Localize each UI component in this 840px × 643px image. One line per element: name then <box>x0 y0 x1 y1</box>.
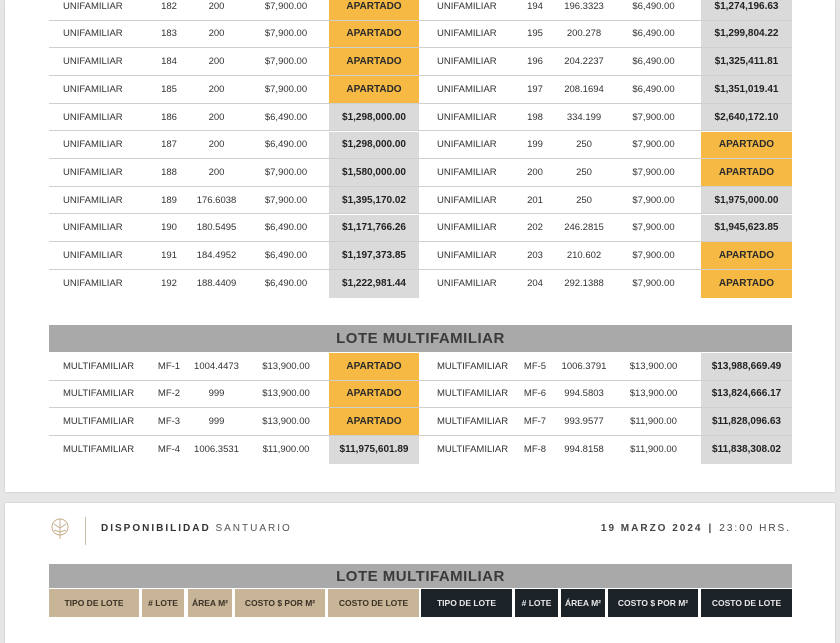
date-text: 19 MARZO 2024 <box>600 522 703 534</box>
left-area-cell: 200 <box>208 111 225 123</box>
right-tipo-cell: UNIFAMILIAR <box>437 278 497 290</box>
left-lote-cell: 189 <box>161 194 177 206</box>
right-tipo-cell: UNIFAMILIAR <box>437 0 497 12</box>
santuario-logo-icon <box>49 513 71 543</box>
right-tipo-cell: MULTIFAMILIAR <box>437 444 509 456</box>
right-tipo-cell: UNIFAMILIAR <box>437 250 497 262</box>
right-tipo-cell: MULTIFAMILIAR <box>437 388 509 400</box>
right-lot-cost-cell: $13,988,669.49 <box>701 353 792 380</box>
left-tipo-cell: MULTIFAMILIAR <box>63 416 135 428</box>
right-area-cell: 292.1388 <box>564 278 604 290</box>
right-lote-cell: 201 <box>527 194 543 206</box>
right-lote-cell: 199 <box>527 139 543 151</box>
right-costo_m2-cell: $6,490.00 <box>632 28 675 40</box>
left-area-cell: 1004.4473 <box>194 360 239 372</box>
right-area-cell: 196.3323 <box>564 0 604 12</box>
left-lot-cost-cell: $1,298,000.00 <box>329 132 419 159</box>
left-tipo-cell: UNIFAMILIAR <box>63 28 123 40</box>
right-lot-cost-cell: $1,299,804.22 <box>701 21 792 48</box>
right-area-cell: 994.8158 <box>564 444 604 456</box>
right-lot-cost-cell: $1,325,411.81 <box>701 48 792 75</box>
right-costo_m2-cell: $7,900.00 <box>632 111 675 123</box>
right-lot-cost-cell: APARTADO <box>701 242 792 269</box>
table-row <box>49 408 792 436</box>
header-right-col-4: COSTO DE LOTE <box>701 589 792 617</box>
table-row <box>49 159 792 187</box>
right-lot-cost-cell: $2,640,172.10 <box>701 104 792 131</box>
brand-bold: DISPONIBILIDAD <box>101 522 211 534</box>
left-lot-cost-cell: $1,580,000.00 <box>329 159 419 186</box>
table-row <box>49 353 792 381</box>
right-costo_m2-cell: $11,900.00 <box>630 444 677 456</box>
right-tipo-cell: UNIFAMILIAR <box>437 194 497 206</box>
left-costo_m2-cell: $6,490.00 <box>264 250 308 262</box>
left-lote-cell: 182 <box>161 0 177 12</box>
price-sheet-page-2 <box>5 503 835 643</box>
right-tipo-cell: MULTIFAMILIAR <box>437 416 509 428</box>
right-costo_m2-cell: $7,900.00 <box>632 278 675 290</box>
left-costo_m2-cell: $13,900.00 <box>262 360 310 372</box>
left-lote-cell: MF-2 <box>157 388 181 400</box>
right-tipo-cell: UNIFAMILIAR <box>437 83 497 95</box>
table-row <box>49 104 792 132</box>
left-tipo-cell: UNIFAMILIAR <box>63 0 123 12</box>
left-lot-cost-cell: $1,395,170.02 <box>329 187 419 214</box>
right-lote-cell: 203 <box>527 250 543 262</box>
left-costo_m2-cell: $7,900.00 <box>264 166 308 178</box>
right-lot-cost-cell: APARTADO <box>701 159 792 186</box>
left-costo_m2-cell: $7,900.00 <box>264 0 308 12</box>
left-lot-cost-cell: $1,197,373.85 <box>329 242 419 269</box>
left-costo_m2-cell: $7,900.00 <box>264 83 308 95</box>
table-row <box>49 242 792 270</box>
left-area-cell: 184.4952 <box>196 250 237 262</box>
right-area-cell: 246.2815 <box>564 222 604 234</box>
table-row <box>49 270 792 298</box>
right-area-cell: 994.5803 <box>564 388 604 400</box>
page2-section-title: LOTE MULTIFAMILIAR <box>49 564 792 588</box>
table-row <box>49 0 792 21</box>
left-area-cell: 180.5495 <box>196 222 237 234</box>
right-lot-cost-cell: $1,351,019.41 <box>701 76 792 103</box>
header-right-col-2: ÁREA M² <box>561 589 605 617</box>
left-lot-cost-cell: APARTADO <box>329 21 419 48</box>
right-lote-cell: 195 <box>527 28 543 40</box>
left-tipo-cell: UNIFAMILIAR <box>63 250 123 262</box>
left-tipo-cell: UNIFAMILIAR <box>63 56 123 68</box>
left-lot-cost-cell: APARTADO <box>329 0 419 20</box>
right-lot-cost-cell: $1,975,000.00 <box>701 187 792 214</box>
left-lot-cost-cell: $1,298,000.00 <box>329 104 419 131</box>
right-lote-cell: 200 <box>527 166 543 178</box>
right-costo_m2-cell: $13,900.00 <box>629 388 678 400</box>
left-tipo-cell: UNIFAMILIAR <box>63 111 123 123</box>
left-costo_m2-cell: $11,900.00 <box>262 444 310 456</box>
left-lote-cell: 192 <box>161 278 177 290</box>
left-lote-cell: 184 <box>161 56 177 68</box>
right-area-cell: 200.278 <box>566 28 602 40</box>
left-tipo-cell: MULTIFAMILIAR <box>63 388 135 400</box>
left-area-cell: 188.4409 <box>196 278 237 290</box>
left-lote-cell: 186 <box>161 111 177 123</box>
left-lote-cell: MF-3 <box>157 416 181 428</box>
left-lot-cost-cell: APARTADO <box>329 381 419 408</box>
left-tipo-cell: UNIFAMILIAR <box>63 83 123 95</box>
header-left-col-3: COSTO $ POR M² <box>235 589 325 617</box>
right-lote-cell: MF-6 <box>523 388 547 400</box>
header-right-col-3: COSTO $ POR M² <box>608 589 698 617</box>
left-lote-cell: 190 <box>161 222 177 234</box>
right-area-cell: 1006.3791 <box>561 360 607 372</box>
left-area-cell: 200 <box>208 28 225 40</box>
right-tipo-cell: UNIFAMILIAR <box>437 222 497 234</box>
left-area-cell: 200 <box>208 83 225 95</box>
right-area-cell: 334.199 <box>566 111 602 123</box>
right-lote-cell: 198 <box>527 111 543 123</box>
left-tipo-cell: MULTIFAMILIAR <box>63 360 135 372</box>
right-area-cell: 210.602 <box>566 250 602 262</box>
right-lote-cell: 197 <box>527 83 543 95</box>
right-area-cell: 250 <box>576 194 592 206</box>
left-tipo-cell: UNIFAMILIAR <box>63 278 123 290</box>
right-costo_m2-cell: $6,490.00 <box>632 56 675 68</box>
table-row <box>49 436 792 464</box>
left-lote-cell: 183 <box>161 28 177 40</box>
left-area-cell: 999 <box>208 388 225 400</box>
left-tipo-cell: UNIFAMILIAR <box>63 139 123 151</box>
right-area-cell: 993.9577 <box>564 416 604 428</box>
right-lote-cell: 204 <box>527 278 543 290</box>
header-right-col-1: # LOTE <box>515 589 558 617</box>
left-area-cell: 999 <box>208 416 225 428</box>
left-area-cell: 200 <box>208 0 225 12</box>
right-costo_m2-cell: $13,900.00 <box>629 360 678 372</box>
date-separator: | <box>708 522 714 534</box>
table-row <box>49 48 792 76</box>
left-lot-cost-cell: APARTADO <box>329 48 419 75</box>
multifamiliar-section-title: LOTE MULTIFAMILIAR <box>49 325 792 352</box>
right-lote-cell: 196 <box>527 56 543 68</box>
right-lot-cost-cell: $1,274,196.63 <box>701 0 792 20</box>
right-costo_m2-cell: $7,900.00 <box>632 222 675 234</box>
left-tipo-cell: UNIFAMILIAR <box>63 166 123 178</box>
table-row <box>49 381 792 409</box>
right-lot-cost-cell: APARTADO <box>701 132 792 159</box>
left-lot-cost-cell: APARTADO <box>329 76 419 103</box>
right-lote-cell: 202 <box>527 222 543 234</box>
right-lot-cost-cell: APARTADO <box>701 270 792 298</box>
right-lote-cell: 194 <box>527 0 543 12</box>
right-tipo-cell: UNIFAMILIAR <box>437 56 497 68</box>
brand-name: SANTUARIO <box>215 522 292 534</box>
right-area-cell: 204.2237 <box>564 56 604 68</box>
left-costo_m2-cell: $13,900.00 <box>262 416 310 428</box>
right-lote-cell: MF-7 <box>523 416 547 428</box>
header-date <box>601 513 791 543</box>
right-costo_m2-cell: $7,900.00 <box>632 194 675 206</box>
table-row <box>49 187 792 215</box>
header-left-col-0: TIPO DE LOTE <box>49 589 139 617</box>
right-costo_m2-cell: $11,900.00 <box>630 416 677 428</box>
header-brand <box>101 513 292 543</box>
left-costo_m2-cell: $6,490.00 <box>264 111 308 123</box>
left-lot-cost-cell: APARTADO <box>329 353 419 380</box>
left-costo_m2-cell: $7,900.00 <box>264 194 308 206</box>
right-area-cell: 250 <box>576 139 592 151</box>
right-tipo-cell: UNIFAMILIAR <box>437 28 497 40</box>
right-lot-cost-cell: $13,824,666.17 <box>701 381 792 408</box>
table-row <box>49 76 792 104</box>
left-area-cell: 176.6038 <box>196 194 237 206</box>
right-area-cell: 250 <box>576 166 592 178</box>
right-lot-cost-cell: $11,828,096.63 <box>701 408 792 435</box>
left-lote-cell: MF-1 <box>157 360 181 372</box>
right-tipo-cell: UNIFAMILIAR <box>437 139 497 151</box>
right-costo_m2-cell: $7,900.00 <box>632 166 675 178</box>
left-costo_m2-cell: $7,900.00 <box>264 28 308 40</box>
left-costo_m2-cell: $13,900.00 <box>262 388 310 400</box>
left-lote-cell: 191 <box>161 250 177 262</box>
left-tipo-cell: MULTIFAMILIAR <box>63 444 135 456</box>
left-area-cell: 1006.3531 <box>194 444 239 456</box>
right-costo_m2-cell: $6,490.00 <box>632 83 675 95</box>
header-left-col-2: ÁREA M² <box>188 589 232 617</box>
left-lot-cost-cell: $11,975,601.89 <box>329 436 419 464</box>
table-row <box>49 21 792 49</box>
header-right-col-0: TIPO DE LOTE <box>421 589 512 617</box>
right-tipo-cell: UNIFAMILIAR <box>437 166 497 178</box>
left-area-cell: 200 <box>208 139 225 151</box>
left-tipo-cell: UNIFAMILIAR <box>63 194 123 206</box>
right-costo_m2-cell: $7,900.00 <box>632 139 675 151</box>
right-lot-cost-cell: $1,945,623.85 <box>701 215 792 242</box>
left-costo_m2-cell: $6,490.00 <box>264 278 308 290</box>
left-lot-cost-cell: $1,222,981.44 <box>329 270 419 298</box>
table-row <box>49 132 792 160</box>
left-lote-cell: MF-4 <box>157 444 181 456</box>
left-lote-cell: 185 <box>161 83 177 95</box>
right-costo_m2-cell: $6,490.00 <box>632 0 675 12</box>
right-tipo-cell: UNIFAMILIAR <box>437 111 497 123</box>
header-left-col-1: # LOTE <box>142 589 184 617</box>
left-area-cell: 200 <box>208 166 225 178</box>
table-row <box>49 215 792 243</box>
header-left-col-4: COSTO DE LOTE <box>328 589 419 617</box>
right-lote-cell: MF-5 <box>523 360 547 372</box>
right-area-cell: 208.1694 <box>564 83 604 95</box>
price-sheet-page-1 <box>5 0 835 492</box>
left-lot-cost-cell: APARTADO <box>329 408 419 435</box>
right-lote-cell: MF-8 <box>523 444 547 456</box>
right-lot-cost-cell: $11,838,308.02 <box>701 436 792 464</box>
left-costo_m2-cell: $6,490.00 <box>264 222 308 234</box>
left-lote-cell: 187 <box>161 139 177 151</box>
left-tipo-cell: UNIFAMILIAR <box>63 222 123 234</box>
left-costo_m2-cell: $7,900.00 <box>264 56 308 68</box>
left-lot-cost-cell: $1,171,766.26 <box>329 215 419 242</box>
left-costo_m2-cell: $6,490.00 <box>264 139 308 151</box>
header-divider <box>85 517 86 545</box>
right-costo_m2-cell: $7,900.00 <box>632 250 675 262</box>
left-area-cell: 200 <box>208 56 225 68</box>
time-text: 23:00 HRS. <box>719 522 791 534</box>
right-tipo-cell: MULTIFAMILIAR <box>437 360 509 372</box>
left-lote-cell: 188 <box>161 166 177 178</box>
